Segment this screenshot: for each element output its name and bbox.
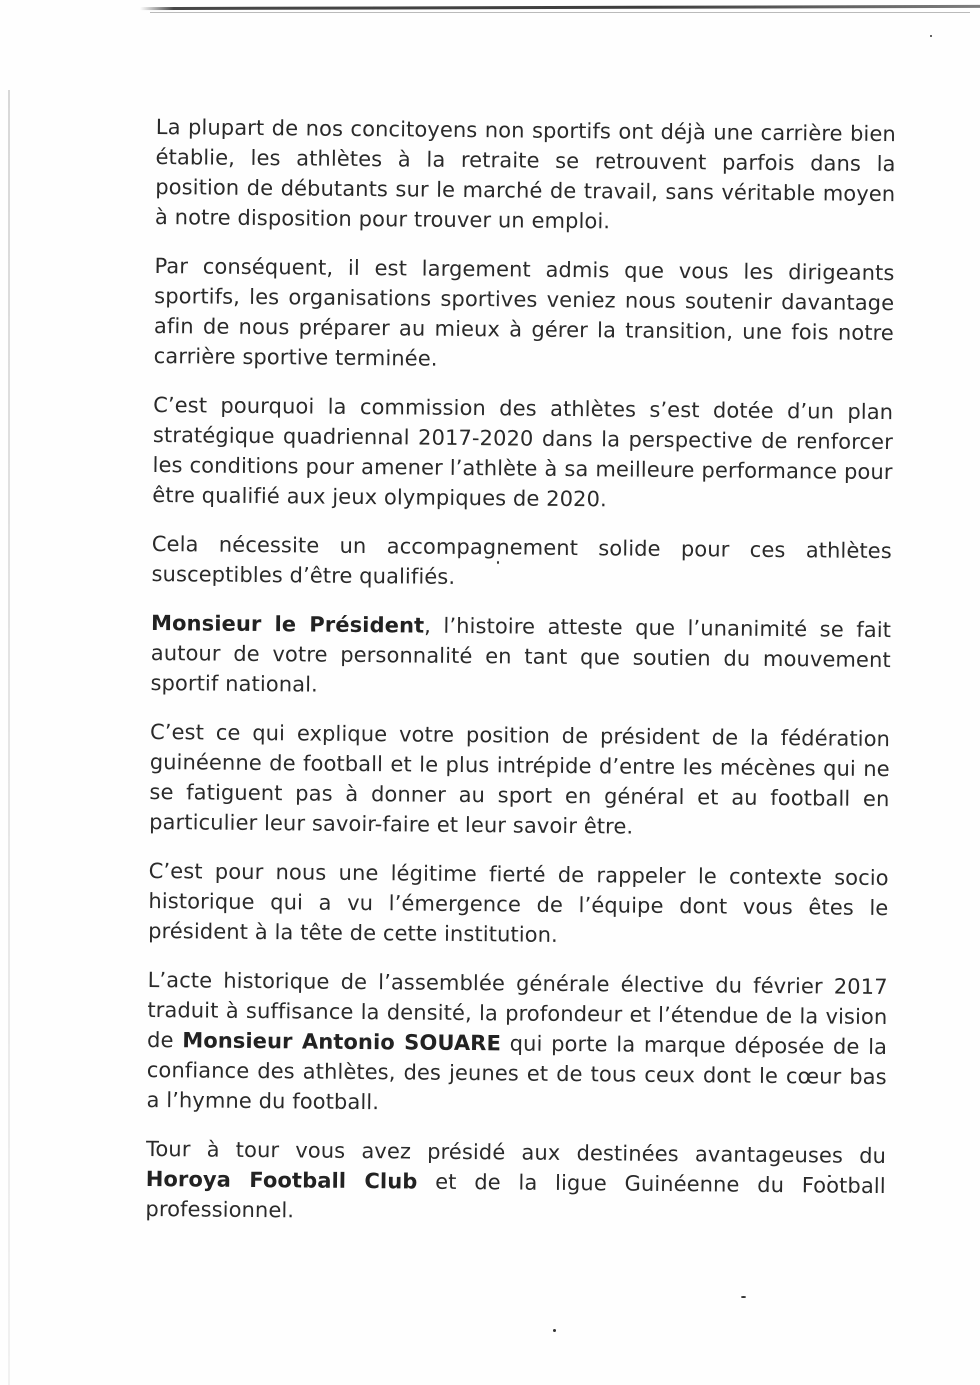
paragraph — [149, 717, 890, 844]
paragraph-text: et de la ligue Guinéenne du Football professionnel. — [145, 1169, 886, 1223]
paragraph-text: C’est pour nous une légitime fierté de rappeler le contexte socio historique qui a vu l’émergence de l’équipe dont vous êtes le président à la tête de cette institution. — [148, 858, 889, 947]
bold-text: Monsieur le Président — [150, 610, 425, 638]
scan-speck — [553, 1329, 556, 1332]
paragraph-text: La plupart de nos concitoyens non sportifs ont déjà une carrière bien établie, les athlètes à la retraite se retrouvent parfois dans la position de débutants sur le marché de travail, sans véritable moyen à notre disposition pour trouver un emploi. — [154, 114, 896, 234]
paragraph-text: Tour à tour vous avez présidé aux destinées avantageuses du — [145, 1136, 887, 1169]
paragraph-text: , l’histoire atteste que l’unanimité se fait autour de votre personnalité en tant que soutien du mouvement sportif national. — [150, 613, 892, 697]
paragraph — [151, 529, 892, 596]
scan-edge-left — [8, 90, 10, 1385]
paragraph — [150, 608, 891, 705]
paragraph — [146, 965, 887, 1122]
paragraph-text: Cela nécessite un accompagnement solide pour ces athlètes susceptibles d’être qualifiés. — [151, 531, 892, 589]
bold-text: Monsieur Antonio SOUARE — [182, 1028, 502, 1056]
scan-edge-line — [150, 12, 970, 13]
paragraph — [154, 251, 895, 378]
paragraph — [145, 1134, 886, 1231]
paragraph-text: qui porte la marque déposée de la confiance des athlètes, des jeunes et de tous ceux dont le cœur bas a l’hymne du football. — [146, 1031, 888, 1115]
bold-text: Horoya Football Club — [145, 1166, 418, 1194]
paragraph-text: Par conséquent, il est largement admis que vous les dirigeants sportifs, les organisations sportives veniez nous soutenir davantage afin de nous préparer au mieux à gérer la transition, une fois notre carrière sportive terminée. — [153, 253, 895, 371]
paragraph — [148, 856, 889, 953]
paragraph — [152, 390, 893, 517]
paragraph-text: C’est ce qui explique votre position de président de la fédération guinéenne de football et le plus intrépide d’entre les mécènes qui ne se fatiguent pas à donner au sport en général et au football en particulier leur savoir-faire et leur savoir être. — [149, 719, 891, 839]
paragraph-text: L’acte historique de l’assemblée générale élective du février 2017 traduit à suffisance la densité, la profondeur et l’étendue de la vision de — [146, 967, 888, 1053]
scan-speck — [741, 1296, 746, 1298]
paragraph — [155, 112, 896, 239]
scan-edge-top — [140, 5, 980, 10]
scan-speck — [930, 35, 932, 37]
paragraph-text: C’est pourquoi la commission des athlètes s’est dotée d’un plan stratégique quadriennal 2017-2020 dans la perspective de renforcer les conditions pour amener l’athlète à sa meilleure performance pour être qualifié aux jeux olympiques de 2020. — [152, 392, 894, 512]
letter-body — [145, 112, 896, 1250]
